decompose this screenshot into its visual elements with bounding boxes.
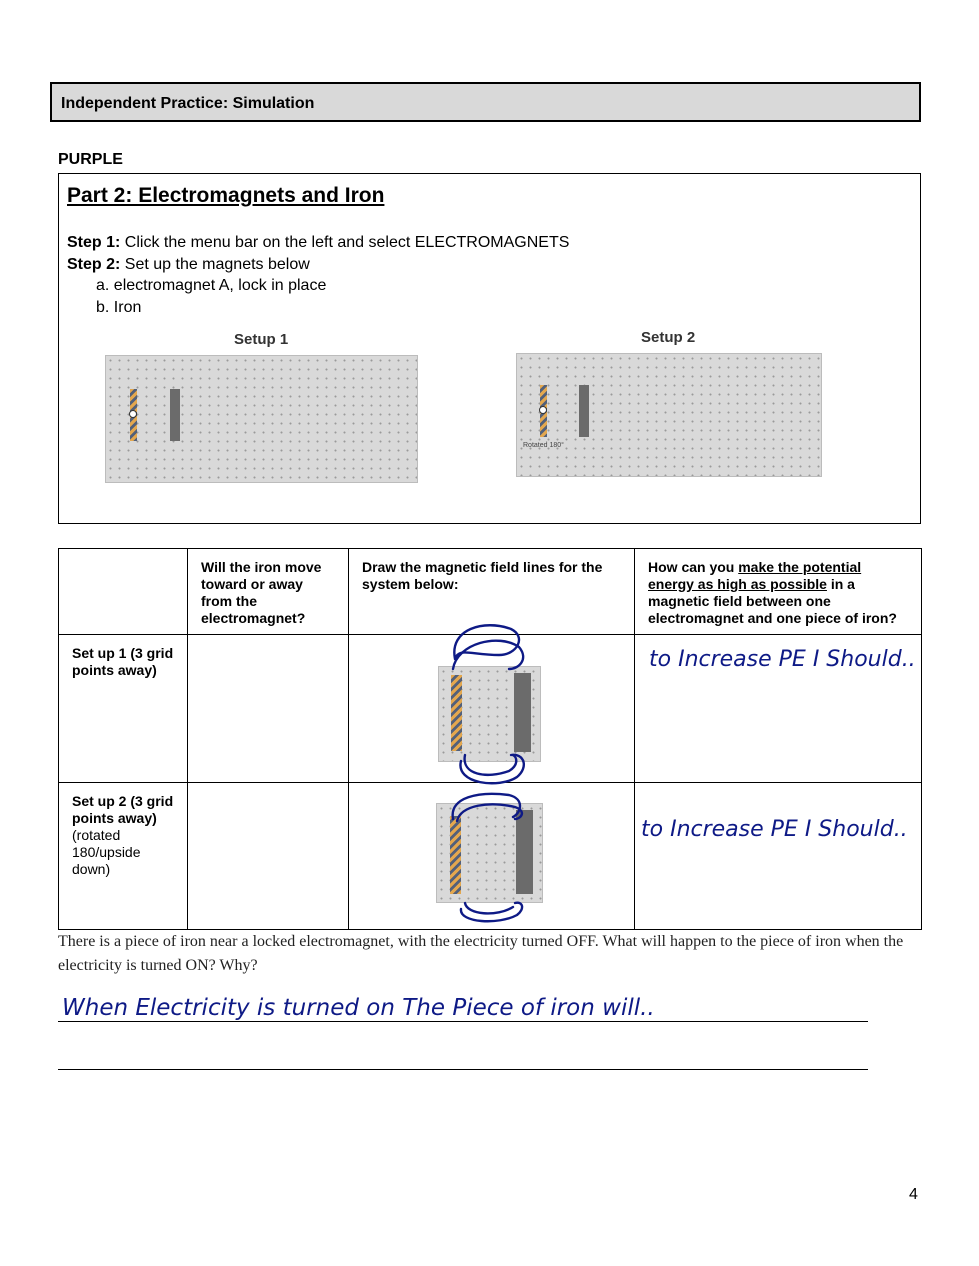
setup-2-image (516, 353, 822, 477)
answer-line-1[interactable] (58, 1021, 868, 1022)
field-lines-drawing-1 (349, 629, 634, 789)
table-corner-cell (59, 549, 188, 635)
section-title: Independent Practice: Simulation (61, 95, 315, 112)
row-label-setup-1: Set up 1 (3 grid points away) (59, 635, 188, 783)
handwriting-answer-question: When Electricity is turned on The Piece of iron will.. (62, 995, 655, 1021)
drawing-cell-setup-1[interactable] (349, 635, 635, 783)
part-title: Part 2: Electromagnets and Iron (67, 184, 385, 207)
step-1-label: Step 1: (67, 234, 121, 251)
page-number: 4 (909, 1186, 918, 1203)
iron-bar (579, 385, 589, 437)
answer-cell-setup-2[interactable] (188, 783, 349, 930)
iron-bar (170, 389, 180, 441)
setup-2-label: Setup 2 (641, 329, 696, 346)
step-2-label: Step 2: (67, 255, 121, 273)
section-header (50, 82, 921, 122)
group-label: PURPLE (58, 151, 123, 168)
step-2 (67, 254, 569, 276)
setup-1-label: Setup 1 (234, 331, 289, 348)
field-lines-drawing-2 (349, 783, 634, 933)
electromagnet-lock-icon (539, 406, 547, 414)
col-header-potential-energy: How can you make the potential energy as high as possible in a magnetic field between one electromagnet and one piece of iron? (635, 549, 922, 635)
worksheet-table (58, 548, 922, 930)
step-1 (67, 232, 569, 254)
handwriting-answer-1: to Increase PE I Should.. (649, 647, 916, 672)
step-2-sub-b: b. Iron (96, 298, 142, 316)
rotated-label: Rotated 180° (523, 442, 564, 449)
col-header-field-lines: Draw the magnetic field lines for the system below: (349, 549, 635, 635)
answer-cell-setup-1[interactable] (188, 635, 349, 783)
answer-cell-pe-setup-2[interactable] (635, 783, 922, 930)
step-1-text: Click the menu bar on the left and select ELECTROMAGNETS (120, 234, 570, 251)
handwriting-answer-2: to Increase PE I Should.. (641, 817, 908, 842)
steps (67, 232, 569, 318)
question-text: There is a piece of iron near a locked electromagnet, with the electricity turned OFF. What will happen to the piece of iron when the electricity is turned ON? Why? (58, 933, 904, 974)
setup-1-image (105, 355, 418, 483)
step-2-text: Set up the magnets below (120, 255, 310, 273)
col-header-iron-move: Will the iron move toward or away from the electromagnet? (188, 549, 349, 635)
answer-cell-pe-setup-1[interactable] (635, 635, 922, 783)
answer-line-2[interactable] (58, 1069, 868, 1070)
row-label-setup-2: Set up 2 (3 grid points away) (rotated 180/upside down) (59, 783, 188, 930)
part-box (58, 173, 921, 524)
drawing-cell-setup-2[interactable] (349, 783, 635, 930)
step-2-sub-a: a. electromagnet A, lock in place (96, 277, 327, 294)
electromagnet-lock-icon (129, 410, 137, 418)
